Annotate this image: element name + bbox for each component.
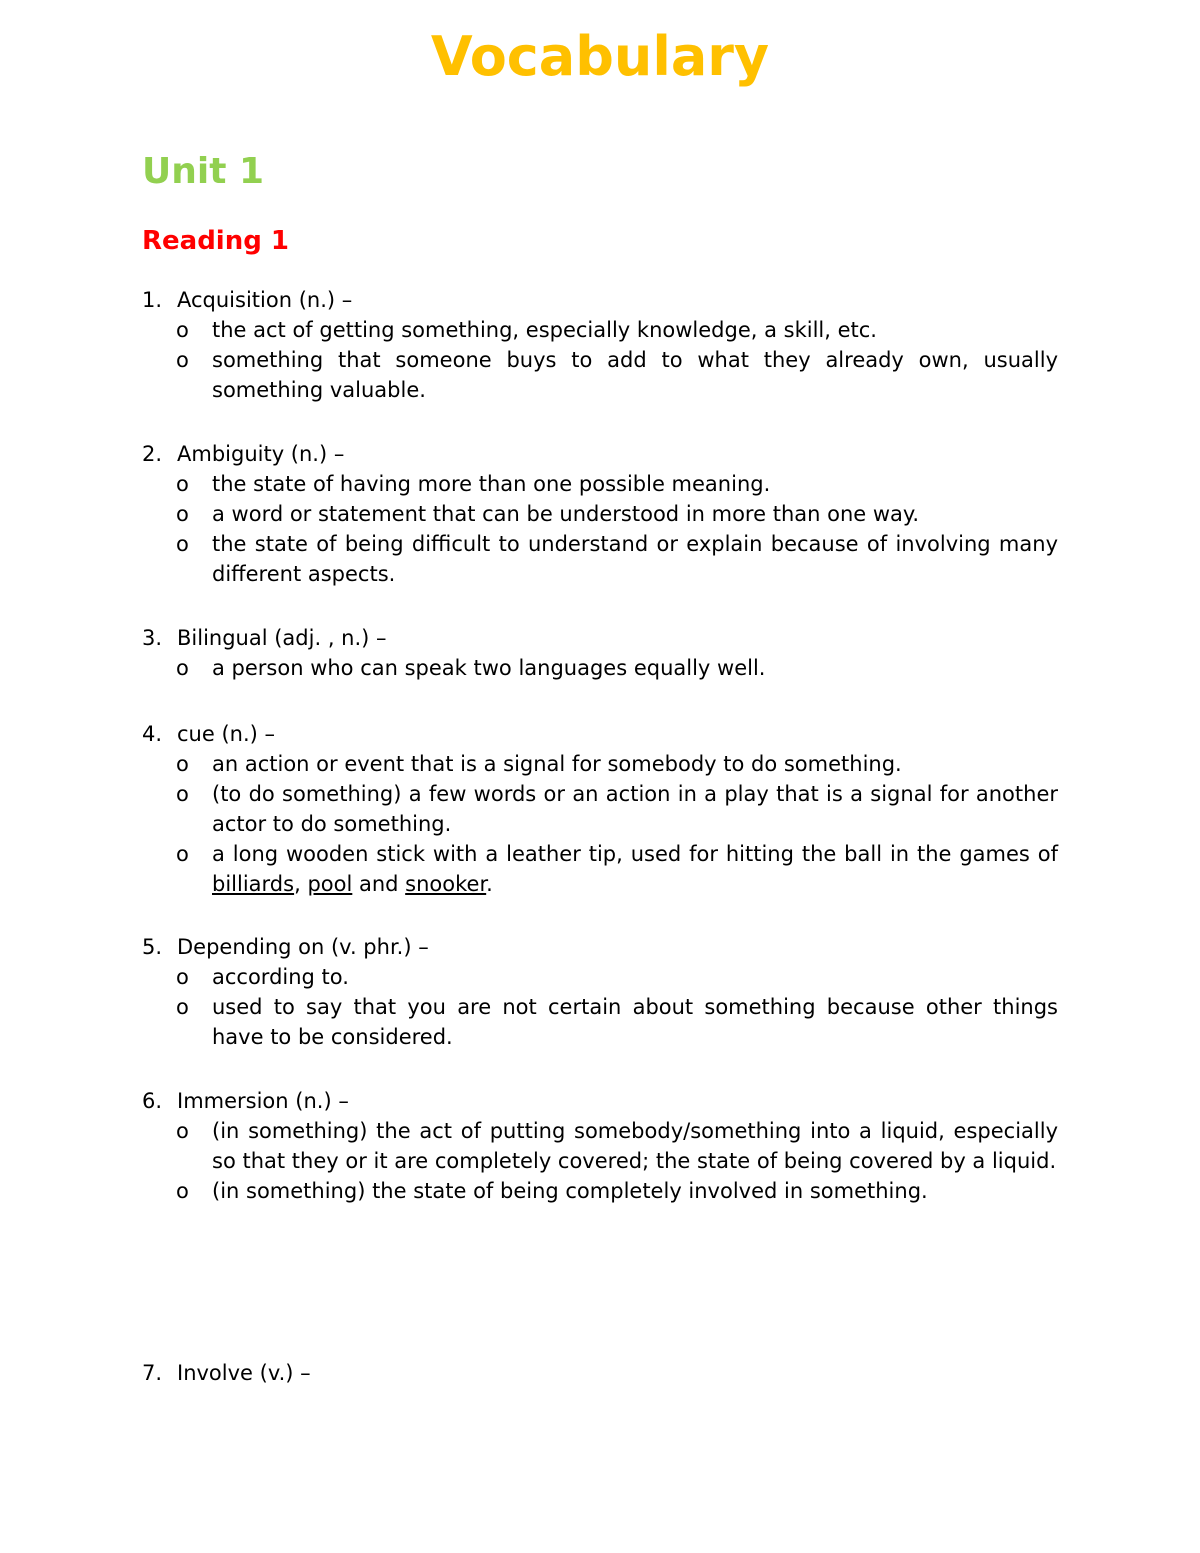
bullet-icon: o [176, 995, 189, 1019]
entry-number: 6. [142, 1089, 163, 1113]
definition-item [142, 345, 1058, 405]
definition-text: the state of having more than one possible meaning. [212, 472, 771, 496]
vocab-entry-acquisition [142, 285, 1058, 405]
definition-text: (in something) the act of putting somebody/something into a liquid, especially so that they or it are completely covered; the state of being covered by a liquid. [212, 1119, 1058, 1173]
entry-number: 7. [142, 1361, 163, 1385]
definition-text: (to do something) a few words or an action in a play that is a signal for another actor to do something. [212, 782, 1058, 836]
definition-item [142, 529, 1058, 589]
definition-text: a person who can speak two languages equally well. [212, 656, 766, 680]
definition-item [142, 469, 1058, 499]
vocab-entry-immersion [142, 1086, 1058, 1206]
bullet-icon: o [176, 1179, 189, 1203]
bullet-icon: o [176, 656, 189, 680]
entry-term: Ambiguity (n.) – [177, 442, 345, 466]
definition-text: something that someone buys to add to what they already own, usually something valuable. [212, 348, 1058, 402]
bullet-icon: o [176, 1119, 189, 1143]
bullet-icon: o [176, 318, 189, 342]
link-pool[interactable]: pool [307, 872, 353, 896]
bullet-icon: o [176, 532, 189, 556]
entry-term: cue (n.) – [177, 722, 275, 746]
entry-term: Bilingual (adj. , n.) – [177, 626, 387, 650]
entry-term: Immersion (n.) – [177, 1089, 349, 1113]
bullet-icon: o [176, 348, 189, 372]
link-snooker[interactable]: snooker [405, 872, 487, 896]
definition-item [142, 962, 1058, 992]
entry-term: Acquisition (n.) – [177, 288, 353, 312]
bullet-icon: o [176, 842, 189, 866]
definition-item [142, 1176, 1058, 1206]
definition-text: according to. [212, 965, 349, 989]
vocab-entry-depending-on [142, 932, 1058, 1052]
definition-text: an action or event that is a signal for somebody to do something. [212, 752, 902, 776]
bullet-icon: o [176, 782, 189, 806]
entry-term: Depending on (v. phr.) – [177, 935, 429, 959]
link-billiards[interactable]: billiards [212, 872, 295, 896]
bullet-icon: o [176, 472, 189, 496]
definition-text [212, 839, 1058, 899]
unit-heading: Unit 1 [142, 151, 264, 192]
definition-text: a word or statement that can be understood in more than one way. [212, 502, 920, 526]
entry-number: 1. [142, 288, 163, 312]
definition-item [142, 779, 1058, 839]
conjunction: and [352, 872, 406, 896]
definition-text-start: a long wooden stick with a leather tip, used for hitting the ball in the games of [212, 842, 1058, 866]
bullet-icon: o [176, 502, 189, 526]
definition-text: (in something) the state of being completely involved in something. [212, 1179, 928, 1203]
period: . [486, 872, 493, 896]
definition-item [142, 499, 1058, 529]
definition-item [142, 1116, 1058, 1176]
entry-number: 2. [142, 442, 163, 466]
vocab-entry-involve [142, 1358, 1058, 1388]
definition-item [142, 749, 1058, 779]
section-heading: Reading 1 [142, 226, 289, 256]
bullet-icon: o [176, 752, 189, 776]
entry-term: Involve (v.) – [177, 1361, 311, 1385]
definition-text: used to say that you are not certain about something because other things have to be considered. [212, 995, 1058, 1049]
definition-item [142, 839, 1058, 899]
definition-item [142, 992, 1058, 1052]
separator: , [294, 872, 308, 896]
vocab-entry-cue [142, 719, 1058, 899]
definition-text: the act of getting something, especially knowledge, a skill, etc. [212, 318, 877, 342]
entry-number: 4. [142, 722, 163, 746]
vocab-entry-bilingual [142, 623, 1058, 683]
entry-number: 3. [142, 626, 163, 650]
vocab-entry-ambiguity [142, 439, 1058, 589]
page-title: Vocabulary [430, 25, 770, 88]
definition-text: the state of being difficult to understand or explain because of involving many different aspects. [212, 532, 1058, 586]
definition-item [142, 653, 1058, 683]
definition-item [142, 315, 1058, 345]
entry-number: 5. [142, 935, 163, 959]
bullet-icon: o [176, 965, 189, 989]
